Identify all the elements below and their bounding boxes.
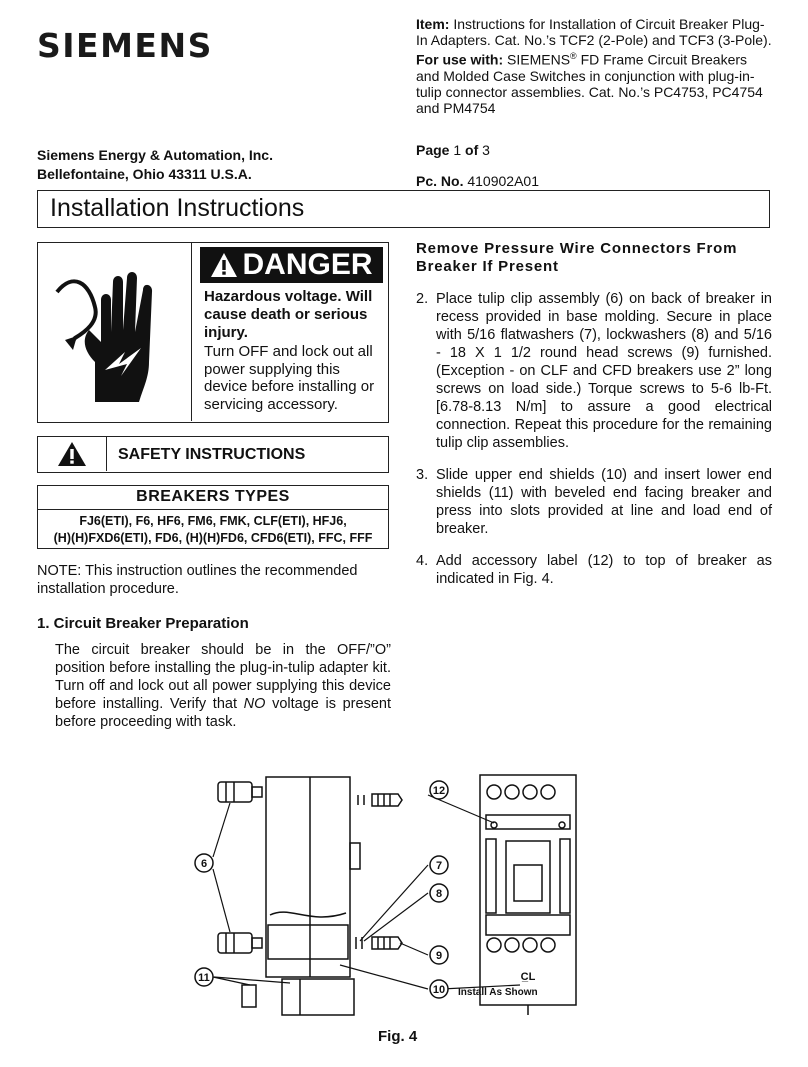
callout-6: 6 [200,858,208,870]
piece-number: Pc. No. 410902A01 [416,173,539,189]
section-1-heading: 1. Circuit Breaker Preparation [37,615,249,632]
right-column [416,240,772,588]
danger-heading: Hazardous voltage. Will cause death or serious injury. [204,288,373,341]
breaker-types-heading: BREAKERS TYPES [38,486,388,510]
page-title: Installation Instructions [37,190,770,228]
danger-banner [200,247,383,283]
warning-triangle-icon [210,252,238,278]
callout-8: 8 [435,888,443,900]
callout-11: 11 [198,972,210,984]
registered-mark: ® [570,51,577,61]
siemens-logo: SIEMENS [37,26,213,65]
item-description [416,16,772,116]
callout-12: 12 [432,785,446,797]
danger-label: DANGER [242,248,373,281]
callout-7: 7 [435,860,443,872]
installation-diagram [190,765,580,1025]
callout-10: 10 [432,984,446,996]
use-text: FD Frame Circuit Breakers and Molded Case Switches in conjunction with plug-in-tulip connector assemblies. Cat. No.’s PC4753, PC4754 and PM4754 [416,51,763,116]
danger-text: Turn OFF and lock out all power supplying this device before installing or servicing accessory. [204,343,375,413]
danger-warning [37,242,389,423]
centerline-label: C̲L [520,971,536,983]
safety-instructions-box [37,436,389,473]
breaker-types-list: FJ6(ETI), F6, HF6, FM6, FMK, CLF(ETI), HFJ6, (H)(H)FXD6(ETI), FD6, (H)(H)FD6, CFD6(ETI), FFC, FFF [53,514,373,545]
company-city: Bellefontaine, Ohio 43311 U.S.A. [37,166,252,182]
step-item: 2. Place tulip clip assembly (6) on back of breaker in recess provided in base molding. Secure in place with 5/16 flatwashers (7), lockwashers (8) and 5/16 - 18 X 1 1/2 round head screws (9) furnished. (Exception - on CLF and CFD breakers use 2” long screws on load side.) Torque screws to 5-6 lb-Ft. [6.78-8.13 N/m] to assure a good electrical connection. Repeat this procedure for the remaining tulip clip assemblies. [416,291,772,451]
item-label: Item: [416,16,450,32]
breaker-types-box [37,485,389,549]
use-brand: SIEMENS [507,51,571,68]
note-text: NOTE: This instruction outlines the recommended installation procedure. [37,563,358,597]
use-label: For use with: [416,51,504,68]
company-name: Siemens Energy & Automation, Inc. [37,147,273,163]
step-item: 3. Slide upper end shields (10) and insert lower end shields (11) with beveled end facing breaker and press into slots provided at line and load end of breaker. [416,467,772,537]
section-1-body: The circuit breaker should be in the OFF/”O” position before installing the plug-in-tulip adapter kit. Turn off and lock out all power supplying this device before installing. Verify that NO voltage is present before proceeding with task. [55,642,391,730]
warning-triangle-icon [38,437,107,471]
page-indicator: Page 1 of 3 [416,142,490,158]
item-text: Instructions for Installation of Circuit Breaker Plug-In Adapters. Cat. No.’s TCF2 (2-Pole) and TCF3 (3-Pole). [416,16,772,48]
section-heading: Remove Pressure Wire Connectors From Breaker If Present [416,240,738,275]
company-address [37,146,273,184]
callout-9: 9 [435,950,443,962]
install-as-shown-label: Install As Shown [458,987,538,998]
figure-caption: Fig. 4 [378,1028,418,1045]
safety-label: SAFETY INSTRUCTIONS [118,446,306,463]
step-item: 4. Add accessory label (12) to top of breaker as indicated in Fig. 4. [416,553,772,587]
electric-shock-hand-icon [38,243,192,421]
